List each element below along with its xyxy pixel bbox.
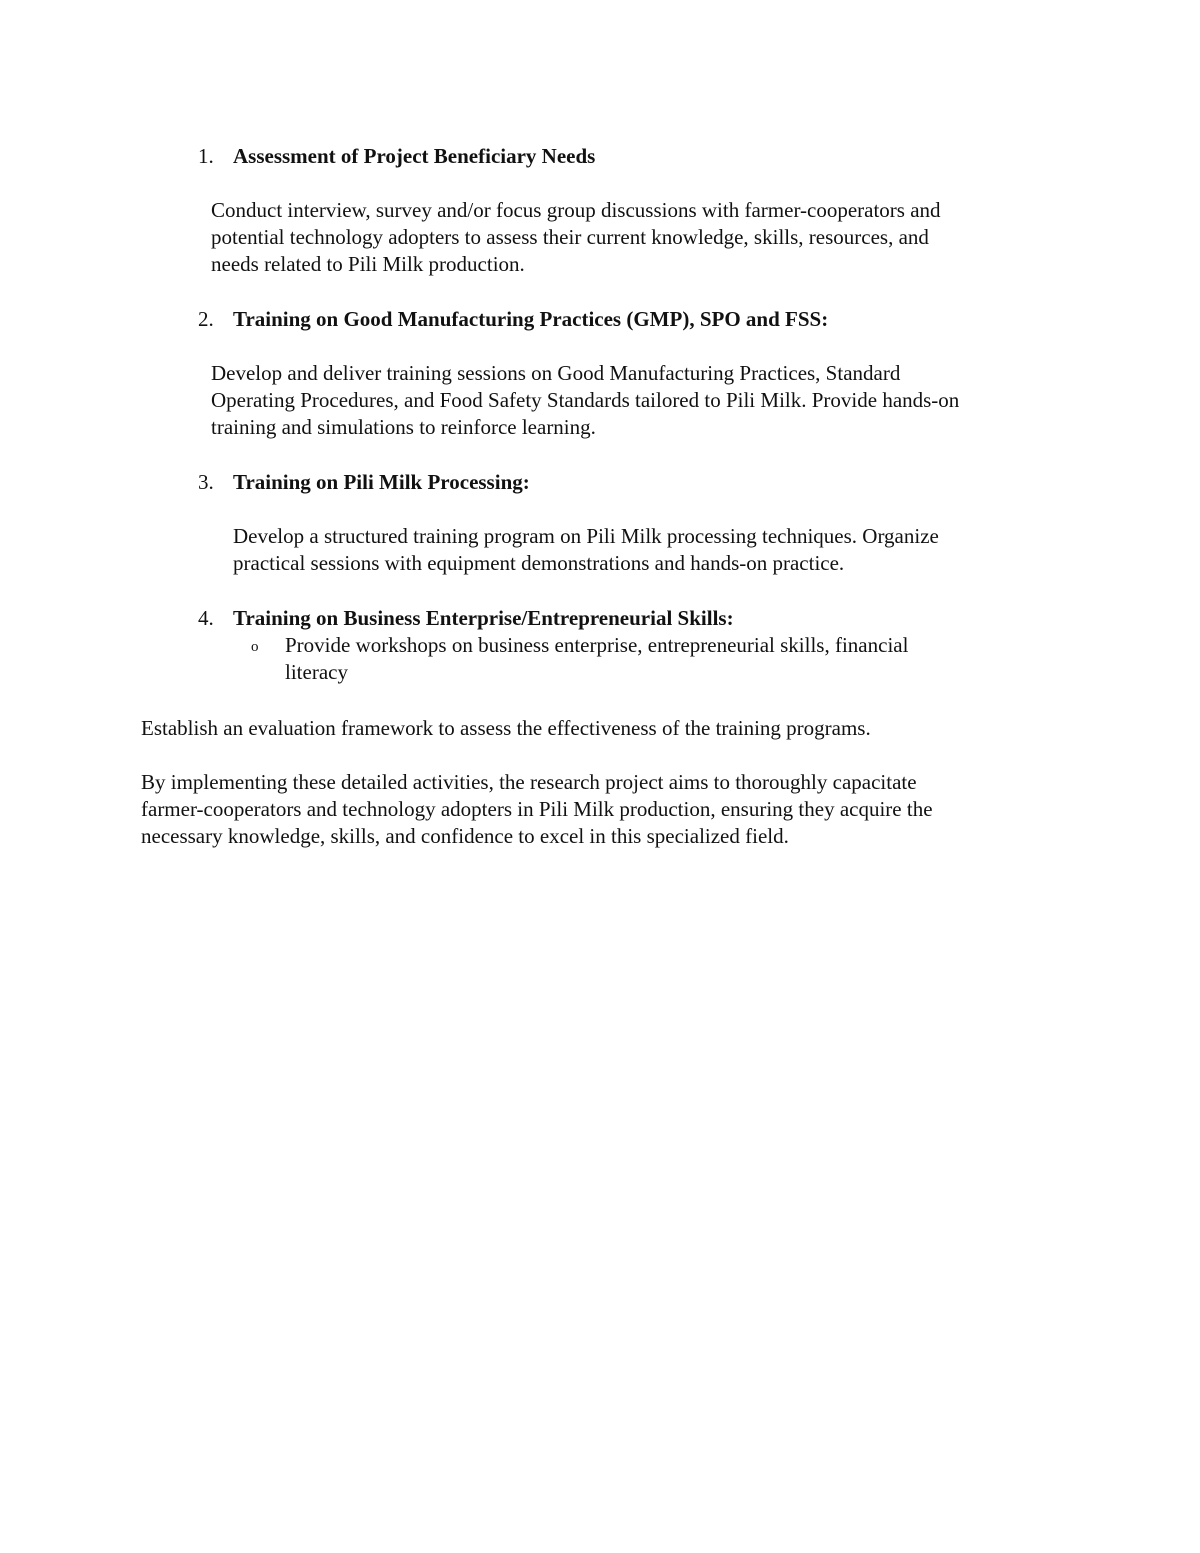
- closing-line: necessary knowledge, skills, and confidence to excel in this specialized field.: [141, 824, 789, 848]
- item-4-bullet-text: [285, 632, 908, 686]
- item-3-body-line: Develop a structured training program on Pili Milk processing techniques. Organize: [233, 524, 939, 548]
- item-2-number: 2.: [198, 307, 214, 331]
- item-2-body-line: Develop and deliver training sessions on Good Manufacturing Practices, Standard: [211, 361, 901, 385]
- item-3-body: [233, 523, 939, 577]
- item-4-heading: Training on Business Enterprise/Entrepreneurial Skills:: [233, 606, 734, 630]
- evaluation-paragraph: [141, 715, 871, 742]
- closing-paragraph: [141, 769, 933, 850]
- item-1-body-line: needs related to Pili Milk production.: [211, 252, 525, 276]
- item-1-heading: Assessment of Project Beneficiary Needs: [233, 144, 596, 168]
- closing-line: farmer-cooperators and technology adopters in Pili Milk production, ensuring they acquire the: [141, 797, 933, 821]
- item-3-number: 3.: [198, 470, 214, 494]
- item-3-heading: Training on Pili Milk Processing:: [233, 470, 530, 494]
- item-2-body-line: training and simulations to reinforce learning.: [211, 415, 596, 439]
- item-1-body-line: Conduct interview, survey and/or focus group discussions with farmer-cooperators and: [211, 198, 941, 222]
- item-4-bullet-line: Provide workshops on business enterprise, entrepreneurial skills, financial: [285, 633, 909, 657]
- item-2-heading: Training on Good Manufacturing Practices (GMP), SPO and FSS:: [233, 307, 829, 331]
- item-1-body: [211, 197, 941, 278]
- item-2-body: [211, 360, 959, 441]
- item-4-number: 4.: [198, 606, 214, 630]
- item-4-bullet-marker: o: [251, 639, 259, 655]
- item-3-body-line: practical sessions with equipment demonstrations and hands-on practice.: [233, 551, 845, 575]
- closing-line: By implementing these detailed activities, the research project aims to thoroughly capacitate: [141, 770, 917, 794]
- item-1-body-line: potential technology adopters to assess their current knowledge, skills, resources, and: [211, 225, 929, 249]
- item-2-body-line: Operating Procedures, and Food Safety Standards tailored to Pili Milk. Provide hands-on: [211, 388, 960, 412]
- item-1-number: 1.: [198, 144, 214, 168]
- item-4-bullet-line: literacy: [285, 660, 348, 684]
- evaluation-line: Establish an evaluation framework to assess the effectiveness of the training programs.: [141, 716, 871, 740]
